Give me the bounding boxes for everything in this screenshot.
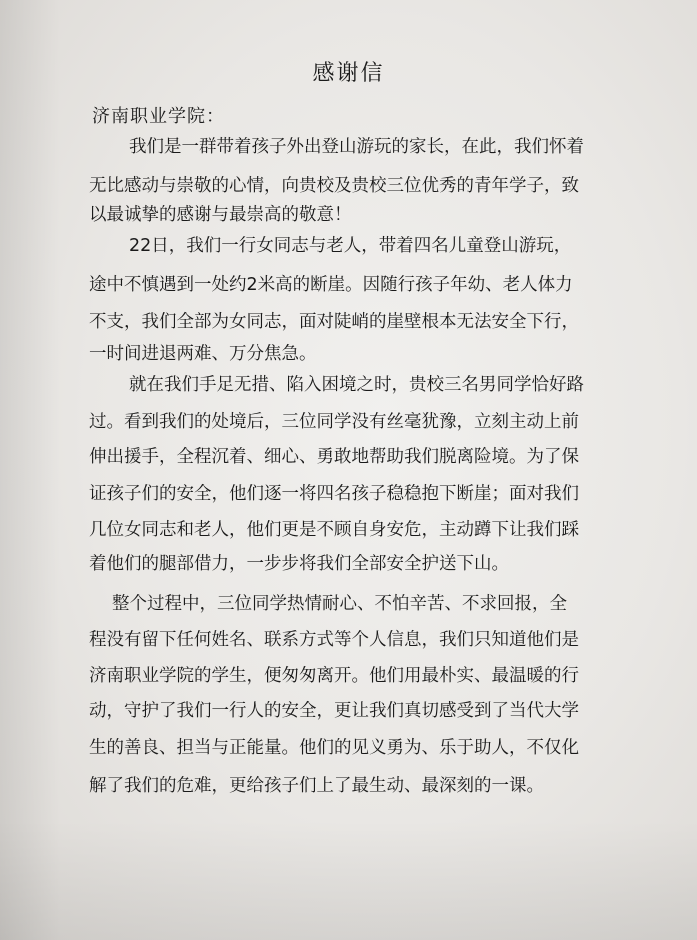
letter-line: 济南职业学院的学生，便匆匆离开。他们用最朴实、最温暖的行	[89, 666, 579, 686]
letter-line: 伸出援手，全程沉着、细心、勇敢地帮助我们脱离险境。为了保	[89, 447, 579, 467]
letter-title: 感谢信	[312, 61, 385, 86]
letter-line: 22日，我们一行女同志与老人，带着四名儿童登山游玩，	[129, 236, 572, 256]
letter-line: 几位女同志和老人，他们更是不顾自身安危，主动蹲下让我们踩	[89, 520, 579, 540]
letter-line: 无比感动与崇敬的心情，向贵校及贵校三位优秀的青年学子，致	[89, 176, 579, 196]
letter-line: 整个过程中，三位同学热情耐心、不怕辛苦、不求回报，全	[112, 594, 567, 614]
letter-line: 就在我们手足无措、陷入困境之时，贵校三名男同学恰好路	[129, 375, 584, 395]
letter-salutation: 济南职业学院：	[92, 106, 225, 127]
page-shadow-bottom	[0, 820, 697, 940]
letter-line: 一时间进退两难、万分焦急。	[89, 344, 317, 364]
page-shadow-left	[0, 0, 60, 940]
letter-line: 解了我们的危难，更给孩子们上了最生动、最深刻的一课。	[89, 776, 544, 796]
letter-line: 程没有留下任何姓名、联系方式等个人信息，我们只知道他们是	[89, 630, 579, 650]
letter-line: 以最诚挚的感谢与最崇高的敬意！	[89, 205, 352, 225]
letter-line: 过。看到我们的处境后，三位同学没有丝毫犹豫，立刻主动上前	[89, 412, 579, 432]
letter-line: 途中不慎遇到一处约2米高的断崖。因随行孩子年幼、老人体力	[89, 275, 573, 295]
letter-line: 着他们的腿部借力，一步步将我们全部安全护送下山。	[89, 554, 509, 574]
letter-line: 动，守护了我们一行人的安全，更让我们真切感受到了当代大学	[89, 701, 579, 721]
letter-line: 证孩子们的安全，他们逐一将四名孩子稳稳抱下断崖；面对我们	[89, 484, 579, 504]
letter-line: 不支，我们全部为女同志，面对陡峭的崖壁根本无法安全下行，	[89, 312, 579, 332]
letter-line: 我们是一群带着孩子外出登山游玩的家长，在此，我们怀着	[129, 137, 584, 157]
letter-line: 生的善良、担当与正能量。他们的见义勇为、乐于助人，不仅化	[89, 738, 579, 758]
